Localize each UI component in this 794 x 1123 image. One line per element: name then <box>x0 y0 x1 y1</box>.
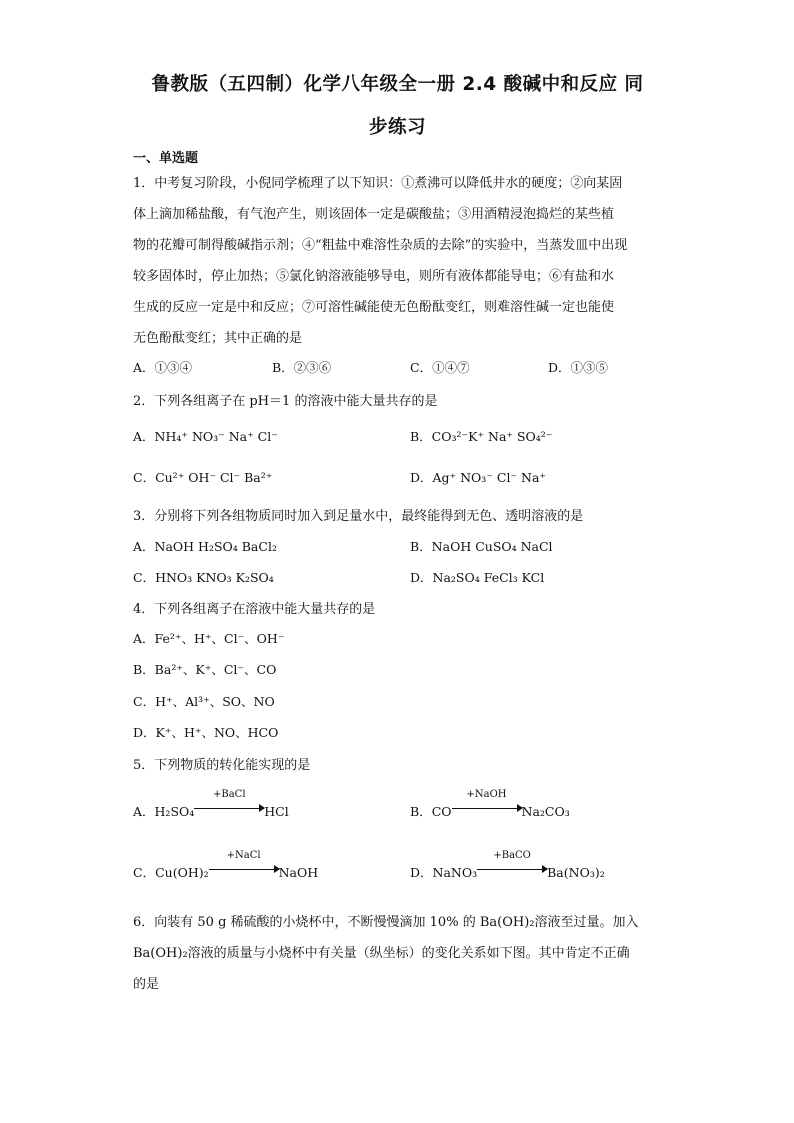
q5-a-to: HCl <box>264 804 289 819</box>
q4-option-c: C．H⁺、Al³⁺、SO、NO <box>133 694 275 709</box>
reaction-arrow-icon <box>194 789 264 816</box>
q5-d-reagent: +BaCO <box>493 850 531 861</box>
q5-b-from: CO <box>431 804 452 819</box>
q5-b-prefix: B． <box>410 804 432 819</box>
q5-c-prefix: C． <box>133 865 156 880</box>
q5-a-from: H₂SO₄ <box>154 804 195 819</box>
q3-option-d: D．Na₂SO₄ FeCl₃ KCl <box>410 570 545 585</box>
q2-option-d: D．Ag⁺ NO₃⁻ Cl⁻ Na⁺ <box>410 470 547 485</box>
q1-line-1: 1．中考复习阶段，小倪同学梳理了以下知识：①煮沸可以降低井水的硬度；②向某固 <box>133 176 623 191</box>
q1-option-b: B．②③⑥ <box>272 360 332 375</box>
reaction-arrow-icon <box>477 850 547 877</box>
q5-option-b <box>410 789 570 820</box>
q1-line-4: 较多固体时，停止加热；⑤氯化钠溶液能够导电，则所有液体都能导电；⑥有盐和水 <box>133 269 615 284</box>
q5-c-reagent: +NaCl <box>226 850 261 861</box>
q6-line-2: Ba(OH)₂溶液的质量与小烧杯中有关量（纵坐标）的变化关系如下图。其中肯定不正确 <box>133 946 630 961</box>
q5-stem: 5．下列物质的转化能实现的是 <box>133 758 311 773</box>
q5-d-to: Ba(NO₃)₂ <box>547 865 605 880</box>
q1-line-6: 无色酚酞变红；其中正确的是 <box>133 331 303 346</box>
q4-stem: 4．下列各组离子在溶液中能大量共存的是 <box>133 602 376 617</box>
q1-option-a: A．①③④ <box>133 360 193 375</box>
q1-line-3: 物的花瓣可制得酸碱指示剂；④“粗盐中难溶性杂质的去除”的实验中，当蒸发皿中出现 <box>133 238 628 253</box>
q3-option-a: A．NaOH H₂SO₄ BaCl₂ <box>133 539 277 554</box>
q5-a-prefix: A． <box>133 804 155 819</box>
q1-line-5: 生成的反应一定是中和反应；⑦可溶性碱能使无色酚酞变红，则难溶性碱一定也能使 <box>133 300 615 315</box>
q3-option-b: B．NaOH CuSO₄ NaCl <box>410 539 553 554</box>
q4-option-b: B．Ba²⁺、K⁺、Cl⁻、CO <box>133 662 277 677</box>
q2-option-b: B．CO₃²⁻K⁺ Na⁺ SO₄²⁻ <box>410 429 553 444</box>
q5-d-prefix: D． <box>410 865 433 880</box>
q6-line-1: 6．向装有 50 g 稀硫酸的小烧杯中，不断慢慢滴加 10% 的 Ba(OH)₂溶液至过量。加入 <box>133 915 639 930</box>
q4-option-d: D．K⁺、H⁺、NO、HCO <box>133 725 279 740</box>
q1-line-2: 体上滴加稀盐酸，有气泡产生，则该固体一定是碳酸盐；③用酒精浸泡捣烂的某些植 <box>133 207 615 222</box>
reaction-arrow-icon <box>452 789 522 816</box>
q2-stem: 2．下列各组离子在 pH＝1 的溶液中能大量共存的是 <box>133 394 438 409</box>
q5-option-c <box>133 850 319 881</box>
q5-option-d <box>410 850 605 881</box>
page-title-line-1: 鲁教版（五四制）化学八年级全一册 2.4 酸碱中和反应 同 <box>151 74 644 95</box>
q1-option-c: C．①④⑦ <box>410 360 470 375</box>
q5-option-a <box>133 789 289 820</box>
q5-b-to: Na₂CO₃ <box>521 804 570 819</box>
q2-option-a: A．NH₄⁺ NO₃⁻ Na⁺ Cl⁻ <box>133 429 278 444</box>
q5-d-from: NaNO₃ <box>432 865 478 880</box>
q5-a-reagent: +BaCl <box>212 789 246 800</box>
q2-option-c: C．Cu²⁺ OH⁻ Cl⁻ Ba²⁺ <box>133 470 273 485</box>
q3-option-c: C．HNO₃ KNO₃ K₂SO₄ <box>133 570 274 585</box>
page-title-line-2: 步练习 <box>368 117 426 138</box>
q5-c-to: NaOH <box>278 865 319 880</box>
q4-option-a: A．Fe²⁺、H⁺、Cl⁻、OH⁻ <box>133 631 285 646</box>
q5-b-reagent: +NaOH <box>466 789 507 800</box>
q3-stem: 3．分别将下列各组物质同时加入到足量水中，最终能得到无色、透明溶液的是 <box>133 509 584 524</box>
reaction-arrow-icon <box>209 850 279 877</box>
q6-line-3: 的是 <box>133 977 160 992</box>
q1-option-d: D．①③⑤ <box>548 360 609 375</box>
section-heading: 一、单选题 <box>133 151 199 166</box>
q5-c-from: Cu(OH)₂ <box>155 865 209 880</box>
